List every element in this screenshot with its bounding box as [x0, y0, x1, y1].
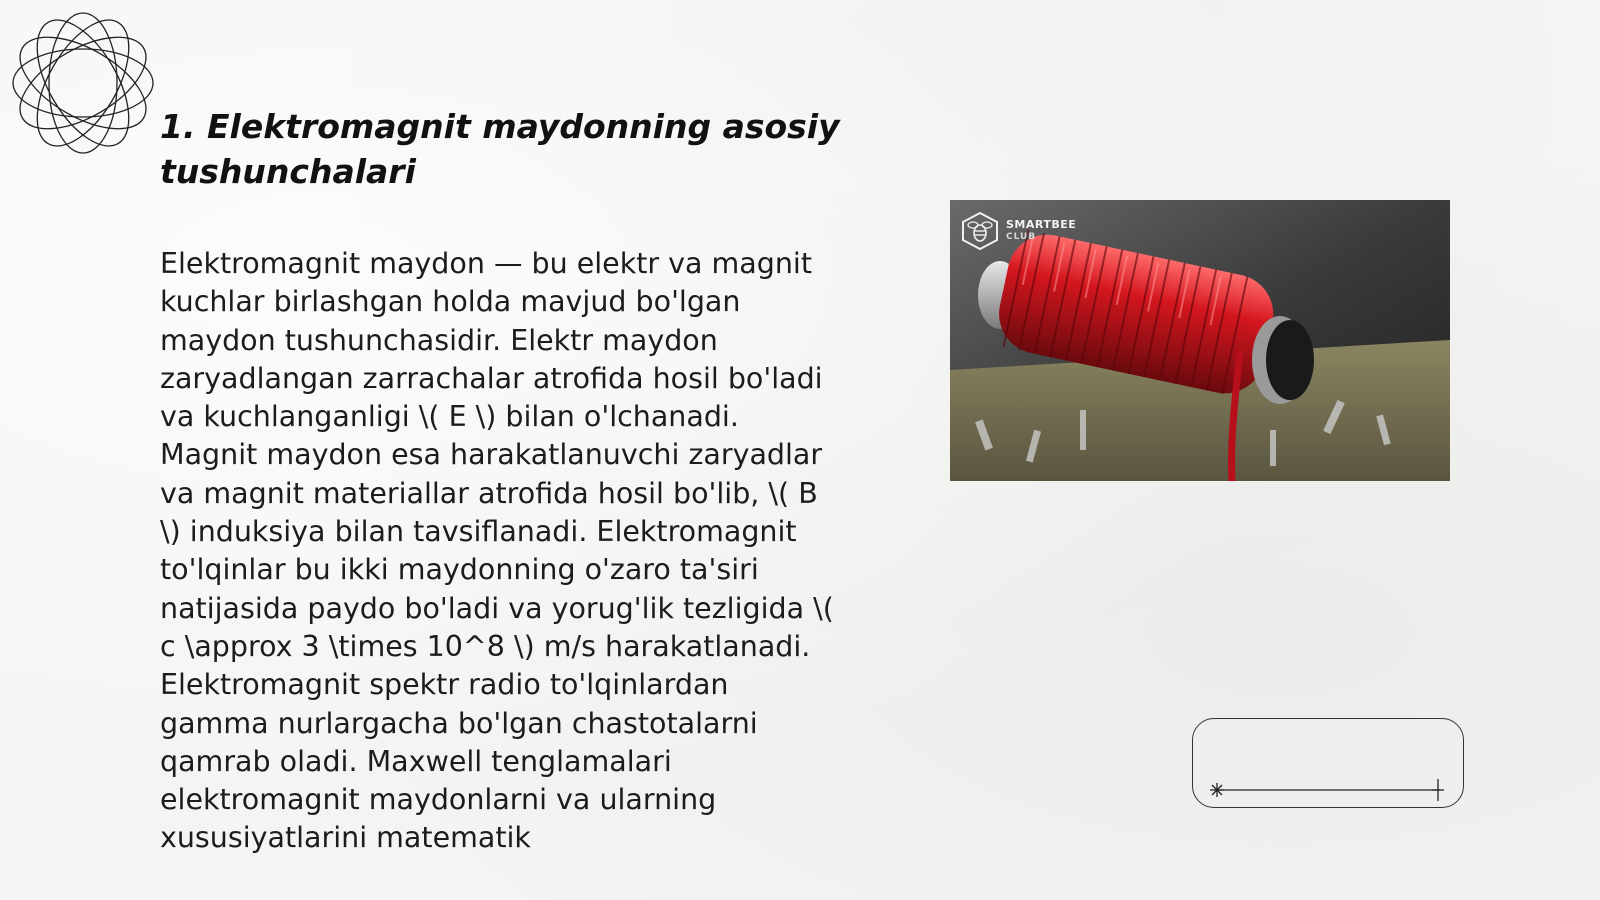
slide-title: 1. Elektromagnit maydonning asosiy tushunchalari [160, 107, 840, 191]
slide-body-text: Elektromagnit maydon — bu elektr va magnit kuchlar birlashgan holda mavjud bo'lgan maydon tushunchasidir. Elektr maydon zaryadlangan zarrachalar atrofida hosil bo'ladi va kuchlanganligi \( E \) bilan o'lchanadi. Magnit maydon esa harakatlanuvchi zaryadlar va magnit materiallar atrofida hosil bo'lib, \( B \) induksiya bilan tavsiflanadi. Elektromagnit to'lqinlar bu ikki maydonning o'zaro ta'siri natijasida paydo bo'ladi va yorug'lik tezligida \( c \approx 3 \times 10^8 \) m/s harakatlanadi. Elektromagnit spektr radio to'lqinlardan gamma nurlargacha bo'lgan chastotalarni qamrab oladi. Maxwell tenglamalari elektromagnit maydonlarni va ularning xususiyatlarini matematik [160, 247, 834, 855]
orbit-rings-icon [10, 10, 156, 156]
decorative-line-icon [1205, 775, 1455, 805]
logo-sub: CLUB [1006, 232, 1037, 242]
brand-logo [962, 212, 1076, 250]
logo-name: SMARTBEE [1006, 218, 1077, 231]
coil-photo [950, 200, 1450, 481]
bee-hexagon-icon [962, 212, 998, 250]
